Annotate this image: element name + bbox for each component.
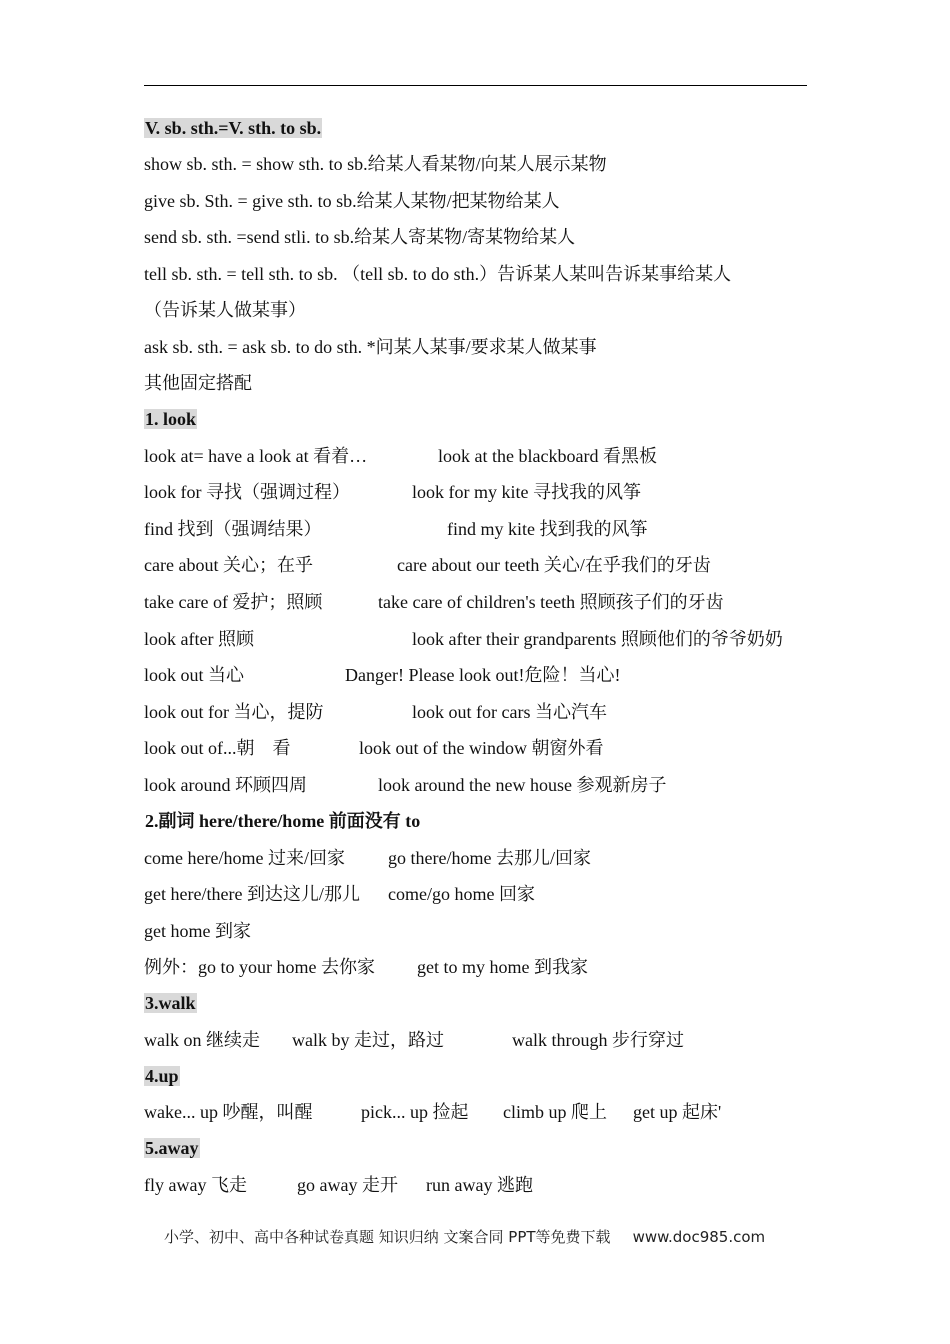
phrase-term: 例外：go to your home 去你家 xyxy=(144,957,375,977)
phrase-example: come/go home 回家 xyxy=(388,884,535,904)
phrase-row xyxy=(144,627,783,651)
section-heading-vsb: V. sb. sth.=V. sth. to sb. xyxy=(145,118,322,138)
phrase-row xyxy=(144,736,604,760)
phrase-example: look out for cars 当心汽车 xyxy=(412,702,607,722)
phrase-example: look at the blackboard 看黑板 xyxy=(438,446,657,466)
text-line: give sb. Sth. = give sth. to sb.给某人某物/把某物给某人 xyxy=(144,191,560,211)
phrase-term: care about 关心；在乎 xyxy=(144,555,313,575)
phrase-example: find my kite 找到我的风筝 xyxy=(447,519,648,539)
phrase-item: get up 起床' xyxy=(633,1102,722,1122)
phrase-row xyxy=(144,1100,721,1124)
phrase-row xyxy=(144,955,588,979)
phrase-term: look at= have a look at 看着… xyxy=(144,446,368,466)
phrase-example: Danger! Please look out!危险！当心! xyxy=(345,665,621,685)
page-footer xyxy=(164,1226,765,1247)
phrase-row xyxy=(144,444,657,468)
phrase-example: get to my home 到我家 xyxy=(417,957,588,977)
phrase-row xyxy=(144,1173,533,1197)
footer-url[interactable]: www.doc985.com xyxy=(632,1228,766,1246)
phrase-term: look out 当心 xyxy=(144,665,245,685)
phrase-row xyxy=(144,517,648,541)
phrase-row xyxy=(144,882,535,906)
phrase-row xyxy=(144,700,607,724)
phrase-item: run away 逃跑 xyxy=(426,1175,533,1195)
section-heading-away: 5.away xyxy=(145,1138,199,1158)
phrase-example: look after their grandparents 照顾他们的爷爷奶奶 xyxy=(412,629,783,649)
phrase-example: look for my kite 寻找我的风筝 xyxy=(412,482,641,502)
phrase-row xyxy=(144,773,666,797)
phrase-row xyxy=(144,846,591,870)
phrase-example: take care of children's teeth 照顾孩子们的牙齿 xyxy=(378,592,724,612)
header-rule xyxy=(144,85,807,86)
phrase-item: walk by 走过，路过 xyxy=(292,1030,444,1050)
phrase-row xyxy=(144,1028,684,1052)
phrase-example: care about our teeth 关心/在乎我们的牙齿 xyxy=(397,555,711,575)
phrase-row xyxy=(144,553,711,577)
text-line: tell sb. sth. = tell sth. to sb. （tell sb. to do sth.）告诉某人某叫告诉某事给某人 xyxy=(144,264,732,284)
text-line: ask sb. sth. = ask sb. to do sth. *问某人某事/要求某人做某事 xyxy=(144,337,597,357)
phrase-example: look out of the window 朝窗外看 xyxy=(359,738,604,758)
section-heading-up: 4.up xyxy=(145,1066,179,1086)
phrase-term: find 找到（强调结果） xyxy=(144,519,322,539)
phrase-item: wake... up 吵醒，叫醒 xyxy=(144,1102,313,1122)
phrase-term: take care of 爱护；照顾 xyxy=(144,592,323,612)
phrase-item: walk on 继续走 xyxy=(144,1030,260,1050)
text-line: （告诉某人做某事） xyxy=(144,300,306,320)
section-heading-adverb: 2.副词 here/there/home 前面没有 to xyxy=(145,811,421,831)
phrase-row xyxy=(144,590,724,614)
phrase-row xyxy=(144,919,251,943)
phrase-item: go away 走开 xyxy=(297,1175,398,1195)
phrase-term: look out for 当心，提防 xyxy=(144,702,324,722)
section-heading-walk: 3.walk xyxy=(145,993,196,1013)
phrase-item: walk through 步行穿过 xyxy=(512,1030,684,1050)
text-line: show sb. sth. = show sth. to sb.给某人看某物/向某人展示某物 xyxy=(144,154,607,174)
section-heading-look: 1. look xyxy=(145,409,197,429)
phrase-item: fly away 飞走 xyxy=(144,1175,247,1195)
phrase-term: look around 环顾四周 xyxy=(144,775,307,795)
phrase-term: look for 寻找（强调过程） xyxy=(144,482,350,502)
phrase-term: come here/home 过来/回家 xyxy=(144,848,345,868)
phrase-term: look out of...朝 看 xyxy=(144,738,291,758)
footer-text: 小学、初中、高中各种试卷真题 知识归纳 文案合同 PPT等免费下载 xyxy=(164,1228,611,1246)
text-line: 其他固定搭配 xyxy=(144,373,252,393)
phrase-term: get here/there 到达这儿/那儿 xyxy=(144,884,360,904)
phrase-example: look around the new house 参观新房子 xyxy=(378,775,667,795)
phrase-example: go there/home 去那儿/回家 xyxy=(388,848,591,868)
phrase-row xyxy=(144,663,620,687)
text-line: send sb. sth. =send stli. to sb.给某人寄某物/寄某物给某人 xyxy=(144,227,576,247)
phrase-term: get home 到家 xyxy=(144,921,251,941)
phrase-term: look after 照顾 xyxy=(144,629,254,649)
phrase-item: pick... up 捡起 xyxy=(361,1102,469,1122)
phrase-row xyxy=(144,480,641,504)
phrase-item: climb up 爬上 xyxy=(503,1102,607,1122)
